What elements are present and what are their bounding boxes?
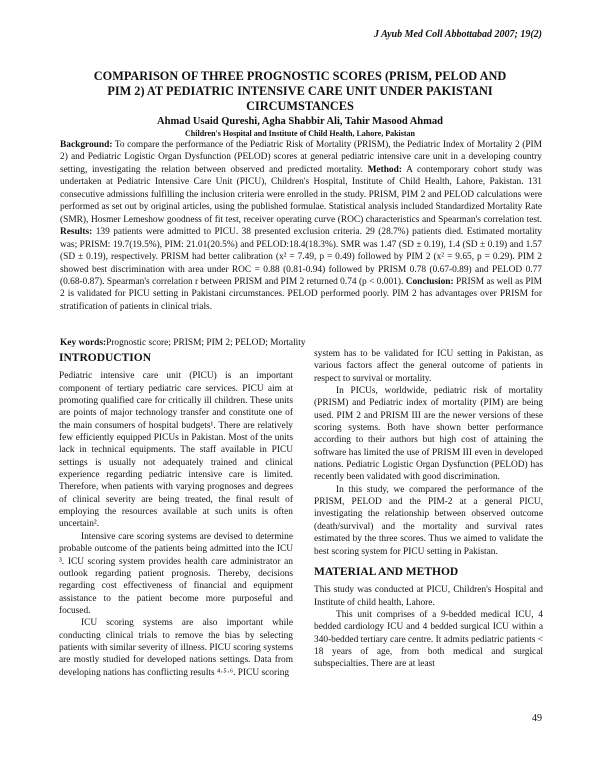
abstract (60, 139, 542, 313)
affiliation: Children's Hospital and Institute of Child Health, Lahore, Pakistan (185, 129, 415, 138)
journal-header: J Ayub Med Coll Abbottabad 2007; 19(2) (374, 29, 542, 40)
paper-title: COMPARISON OF THREE PROGNOSTIC SCORES (PRISM, PELOD AND PIM 2) AT PEDIATRIC INTENSIVE CARE UNIT UNDER PAKISTANI CIRCUMSTANCES (93, 69, 507, 113)
paragraph: In this study, we compared the performance of the PRISM, PELOD and the PIM-2 at a general PICU, investigating the relationship between observed outcome (death/survival) and the mortality and survival rates estimated by the three scores. Thus we aimed to validate the best scoring system for PICU setting in Pakistan. (314, 484, 543, 557)
paragraph: Pediatric intensive care unit (PICU) is an important component of tertiary pediatric care services. PICU aim at promoting qualified care for critically ill children. These units are points of major technology transfer and constitute one of the main consumers of hospital budgets¹. There are relatively few efficiently equipped PICUs in Pakistan. Most of the units lack in technical equipments. The staff available in PICU settings is usually not adequately trained and clinical experience regarding pediatric intensive care is limited. Therefore, when patients with varying prognoses and degrees of clinical severity are being treated, the final result of employing the resources available at such units is often uncertain². (59, 371, 293, 530)
background-label: Background: (60, 140, 113, 150)
methods-heading: MATERIAL AND METHOD (314, 565, 459, 578)
paragraph: ICU scoring systems are also important while conducting clinical trials to remove the bias by selecting patients with similar severity of illness. PICU scoring systems are mostly studied for developed nations settings. Data from developing nations has conflicting results ⁴·⁵·⁶. PICU scoring (59, 618, 293, 678)
conclusion-label: Conclusion: (405, 276, 454, 287)
method-label: Method: (367, 164, 402, 175)
method-text: A contemporary cohort study was undertaken at Pediatric Intensive Care Unit (PICU), Children's Hospital, Institute of Child Health, Lahore, Pakistan. 131 consecutive admissions fulfilling the inclusion criteria were enrolled in the study. PRISM, PIM 2 and PELOD calculations were performed as set out by original articles, using the published formulae. Statistical analysis included Standardized Mortality Rate (SMR), Hosmer Lemeshow goodness of fit test, receiver operating curve (ROC) characteristics and Spearman's correlation test. (60, 164, 542, 225)
paragraph: system has to be validated for ICU setting in Pakistan, as various factors affect the general outcome of patients in respect to survival or mortality. (314, 349, 543, 384)
authors: Ahmad Usaid Qureshi, Agha Shabbir Ali, Tahir Masood Ahmad (157, 116, 443, 127)
conclusion-text: PRISM as well as PIM 2 is validated for PICU setting in Pakistani circumstances. PELOD performed poorly. PIM 2 has advantages over PRISM for stratification of patients in clinical trials. (60, 276, 542, 312)
background-text: To compare the performance of the Pediatric Risk of Mortality (PRISM), the Pediatric Index of Mortality 2 (PIM 2) and Pediatric Logistic Organ Dysfunction (PELOD) scores at general pediatric intensive care unit in a developing country setting, investigating the relation between observed and predicted mortality. (60, 140, 542, 175)
paragraph: This unit comprises of a 9-bedded medical ICU, 4 bedded cardiology ICU and 4 bedded surgical ICU within a 340-bedded tertiary care centre. It admits pediatric patients < 18 years of age, from both medical and surgical subspecialties. There are at least (314, 609, 543, 670)
paragraph: This study was conducted at PICU, Children's Hospital and Institute of child health, Lahore. (314, 585, 543, 608)
keywords-text: Prognostic score; PRISM; PIM 2; PELOD; Mortality (106, 338, 306, 348)
paragraph: Intensive care scoring systems are devised to determine probable outcome of the patients being admitted into the ICU ³. ICU scoring system provides health care administrator an outlook regarding patient prognosis. Thereby, decisions regarding cost effectiveness of financial and equipment assistance to the patient become more purposeful and focused. (59, 531, 293, 616)
paragraph: In PICUs, worldwide, pediatric risk of mortality (PRISM) and Pediatric index of mortality (PIM) are being used. PIM 2 and PRISM III are the newer versions of these scoring systems. Both have shown better performance according to their authors but high cost of attaining the software has limited the use of PRISM III even in developed nations. Pediatric Logistic Organ Dysfunction (PELOD) has recently been validated with good discrimination. (314, 386, 543, 483)
page-number: 49 (532, 713, 542, 724)
keywords (60, 338, 306, 348)
results-label: Results: (60, 227, 93, 238)
keywords-label: Key words: (60, 338, 107, 348)
results-text: 139 patients were admitted to PICU. 38 presented exclusion criteria. 29 (28.7%) patients died. Estimated mortality was; PRISM: 19.7(19.5%), PIM: 21.01(20.5%) and PELOD:18.4(18.3%). SMR was 1.47 (SD ± 0.19), 1.4 (SD ± 0.19) and 1.57 (SD ± 0.19), respectively. PRISM had better calibration (x² = 7.49, p = 0.49) followed by PIM 2 (x² = 9.65, p = 0.29). PIM 2 showed best discrimination with area under ROC = 0.88 (0.81-0.94) followed by PRISM 0.78 (0.67-0.89) and PELOD 0.77 (0.68-0.87). Spearman's correlation r between PRISM and PIM 2 returned 0.74 (p < 0.001). (60, 227, 542, 287)
left-column (59, 352, 293, 679)
right-column (314, 348, 543, 671)
intro-heading: INTRODUCTION (59, 352, 152, 364)
